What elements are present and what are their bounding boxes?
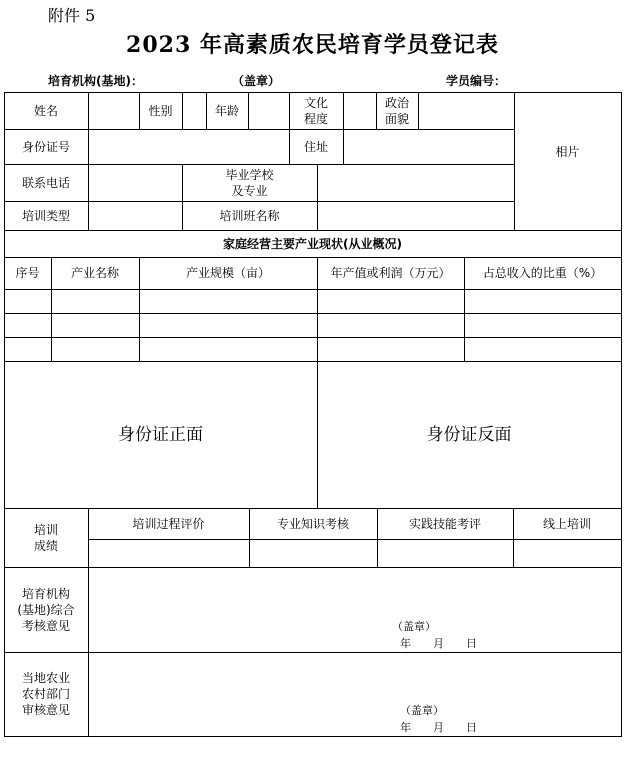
org-opinion-seal: （盖章） (392, 620, 436, 633)
seal-label: （盖章） (232, 74, 281, 88)
phone-label: 联系电话 (21, 175, 70, 190)
col-industry-name: 产业名称 (70, 266, 119, 280)
col-income-share: 占总收入的比重（%） (482, 266, 603, 280)
col-process-evaluation: 培训过程评价 (132, 516, 205, 531)
org-opinion-label: 培育机构 (基地)综合 考核意见 (17, 586, 75, 633)
gender-label: 性别 (148, 103, 173, 118)
name-field[interactable] (88, 92, 139, 129)
table-row[interactable] (4, 313, 621, 337)
age-label: 年龄 (214, 103, 239, 118)
gender-field[interactable] (182, 92, 206, 129)
class-name-label: 培训班名称 (219, 208, 280, 223)
col-online-training: 线上培训 (542, 516, 591, 531)
id-card-front-area[interactable]: 身份证正面 (118, 424, 203, 445)
col-knowledge-exam: 专业知识考核 (276, 516, 349, 531)
form-title: 2023 年高素质农民培育学员登记表 (126, 32, 499, 58)
id-number-field[interactable] (88, 129, 289, 164)
knowledge-exam-field[interactable] (249, 539, 377, 567)
practical-skill-field[interactable] (377, 539, 513, 567)
address-label: 住址 (303, 139, 328, 154)
photo-box[interactable] (514, 92, 621, 230)
col-practical-skill: 实践技能考评 (408, 516, 481, 531)
agri-dept-opinion-field[interactable] (88, 652, 621, 736)
online-training-field[interactable] (513, 539, 621, 567)
id-number-label: 身份证号 (21, 139, 70, 154)
student-number-label: 学员编号： (446, 74, 507, 88)
org-opinion-field[interactable] (88, 567, 621, 652)
annex-number: 附件 5 (48, 6, 96, 25)
table-row[interactable] (4, 289, 621, 313)
org-opinion-date: 年 月 日 (400, 637, 477, 650)
training-type-field[interactable] (88, 201, 182, 230)
political-status-field[interactable] (418, 92, 514, 129)
col-annual-output: 年产值或利润（万元） (330, 266, 451, 280)
education-label: 文化 程度 (303, 95, 328, 126)
process-evaluation-field[interactable] (88, 539, 249, 567)
age-field[interactable] (248, 92, 289, 129)
school-label: 毕业学校 及专业 (225, 167, 274, 198)
agri-dept-opinion-seal: （盖章） (400, 704, 444, 717)
name-label: 姓名 (33, 103, 58, 118)
industry-heading: 家庭经营主要产业现状(从业概况) (223, 236, 402, 251)
agri-dept-opinion-label: 当地农业 农村部门 审核意见 (21, 671, 70, 717)
org-label: 培育机构(基地)： (48, 74, 143, 88)
table-row[interactable] (4, 337, 621, 361)
col-industry-scale: 产业规模（亩） (185, 266, 270, 280)
photo-label: 相片 (555, 145, 580, 159)
political-status-label: 政治 面貌 (384, 95, 409, 126)
col-serial: 序号 (15, 266, 40, 280)
class-name-field[interactable] (317, 201, 514, 230)
address-field[interactable] (343, 129, 514, 164)
training-type-label: 培训类型 (21, 208, 70, 223)
id-card-back-area[interactable]: 身份证反面 (426, 424, 512, 445)
education-field[interactable] (343, 92, 376, 129)
phone-field[interactable] (88, 164, 182, 201)
training-results-label: 培训 成绩 (33, 522, 58, 553)
agri-dept-opinion-date: 年 月 日 (400, 721, 477, 734)
school-field[interactable] (317, 164, 514, 201)
